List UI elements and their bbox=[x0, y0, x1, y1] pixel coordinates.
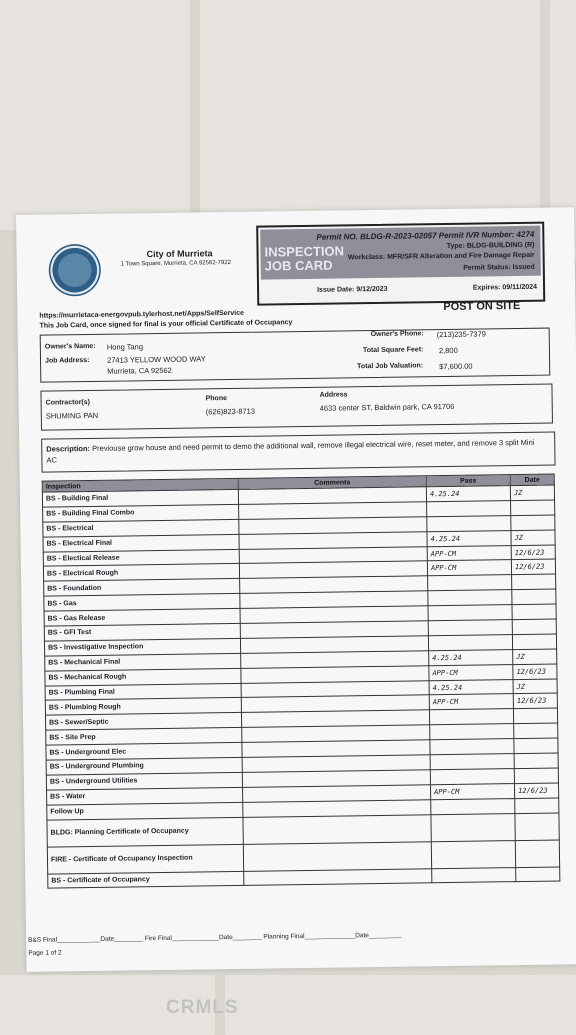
floor-tile bbox=[0, 0, 190, 230]
square-feet: 2,800 bbox=[438, 345, 458, 356]
inspection-name: BS - Underground Utilities bbox=[46, 772, 242, 790]
pass-cell bbox=[430, 724, 514, 740]
header-date: Date bbox=[510, 474, 554, 486]
pass-cell: 4.25.24 bbox=[429, 679, 513, 695]
inspection-table bbox=[42, 474, 561, 890]
date-cell bbox=[515, 798, 559, 814]
pass-cell bbox=[428, 575, 512, 591]
contractor-label: Contractor(s) bbox=[45, 398, 91, 407]
job-valuation: $7,600.00 bbox=[439, 361, 473, 372]
city-name: City of Murrieta bbox=[146, 248, 213, 260]
pass-cell bbox=[427, 515, 511, 531]
date-cell: JZ bbox=[510, 485, 554, 501]
description-box bbox=[41, 431, 555, 472]
pass-cell bbox=[428, 605, 512, 621]
date-cell bbox=[515, 840, 559, 868]
date-cell bbox=[514, 768, 558, 784]
date-cell bbox=[514, 753, 558, 769]
comments-cell bbox=[243, 814, 431, 844]
inspection-name: BS - Underground Plumbing bbox=[46, 757, 242, 775]
comments-cell bbox=[244, 868, 432, 886]
inspection-name: BS - GFI Test bbox=[44, 623, 240, 641]
date-cell bbox=[512, 604, 556, 620]
city-address: 1 Town Square, Murrieta, CA 92562-7922 bbox=[120, 260, 232, 268]
inspection-name: BS - Plumbing Final bbox=[45, 683, 241, 701]
pass-cell bbox=[430, 769, 514, 785]
inspection-name: BS - Certificate of Occupancy bbox=[48, 871, 244, 889]
pass-cell bbox=[429, 709, 513, 725]
pass-cell: APP-CM bbox=[427, 545, 511, 561]
crmls-watermark: CRMLS bbox=[166, 997, 239, 1018]
inspection-name: BS - Electical Release bbox=[43, 549, 239, 567]
inspection-name: BS - Gas bbox=[44, 594, 240, 612]
self-service-url: https://murrietaca-energovpub.tylerhost.net/Apps/SelfService bbox=[39, 309, 245, 320]
owner-name: Hong Tang bbox=[106, 342, 144, 352]
inspection-name: BS - Electrical bbox=[43, 519, 239, 537]
date-cell bbox=[515, 813, 559, 841]
date-cell: 12/6/23 bbox=[514, 783, 558, 799]
header-inspection: Inspection bbox=[42, 478, 238, 492]
date-cell bbox=[511, 500, 555, 516]
page-number: Page 1 of 2 bbox=[28, 949, 62, 957]
job-valuation-label: Total Job Valuation: bbox=[357, 362, 424, 371]
permit-workclass: Workclass: MFR/SFR Alteration and Fire Damage Repair bbox=[347, 251, 535, 262]
inspection-name: BS - Sewer/Septic bbox=[45, 713, 241, 731]
inspection-name: BLDG: Planning Certificate of Occupancy bbox=[47, 817, 243, 847]
pass-cell: APP-CM bbox=[429, 694, 513, 710]
inspection-name: BS - Site Prep bbox=[46, 728, 242, 746]
issue-date: Issue Date: 9/12/2023 bbox=[317, 285, 388, 294]
floor-tile bbox=[225, 975, 576, 1035]
owner-phone-label: Owner's Phone: bbox=[370, 330, 424, 339]
inspection-name: BS - Building Final bbox=[42, 489, 238, 507]
date-cell bbox=[514, 738, 558, 754]
description-label: Description: bbox=[46, 443, 91, 454]
date-cell bbox=[512, 589, 556, 605]
date-cell bbox=[516, 867, 560, 883]
date-cell: 12/6/23 bbox=[511, 545, 555, 561]
inspection-name: BS - Water bbox=[47, 787, 243, 805]
pass-cell bbox=[428, 635, 512, 651]
pass-cell bbox=[428, 590, 512, 606]
date-cell: 12/6/23 bbox=[513, 693, 557, 709]
inspection-job-card bbox=[16, 207, 576, 972]
certificate-note: This Job Card, once signed for final is your official Certificate of Occupancy bbox=[39, 319, 293, 330]
inspection-name: BS - Electrical Final bbox=[43, 534, 239, 552]
inspection-name: BS - Electrical Rough bbox=[43, 564, 239, 582]
contractor-address-label: Address bbox=[319, 391, 348, 399]
contractor-name: SHUMING PAN bbox=[45, 410, 99, 421]
pass-cell bbox=[428, 620, 512, 636]
inspection-name: FIRE - Certificate of Occupancy Inspection bbox=[47, 844, 243, 874]
date-cell: 12/6/23 bbox=[513, 664, 557, 680]
square-feet-label: Total Square Feet: bbox=[362, 346, 424, 355]
date-cell bbox=[514, 723, 558, 739]
inspection-name: BS - Mechanical Final bbox=[45, 653, 241, 671]
inspection-name: BS - Gas Release bbox=[44, 609, 240, 627]
permit-type: Type: BLDG-BUILDING (R) bbox=[446, 241, 535, 250]
pass-cell bbox=[431, 840, 515, 868]
inspection-name: BS - Underground Elec bbox=[46, 743, 242, 761]
date-cell bbox=[513, 708, 557, 724]
date-cell: JZ bbox=[513, 649, 557, 665]
description-text: Previouse grow house and need permit to demo the additional wall, remove illegal electrical wire, reset meter, and remove 3 split Mini AC bbox=[46, 437, 535, 465]
pass-cell: APP-CM bbox=[429, 664, 513, 680]
pass-cell bbox=[427, 501, 511, 517]
inspection-table-body bbox=[42, 485, 559, 889]
pass-cell: APP-CM bbox=[430, 783, 514, 799]
pass-cell bbox=[430, 754, 514, 770]
date-cell bbox=[511, 515, 555, 531]
contractor-phone-label: Phone bbox=[205, 395, 228, 403]
pass-cell bbox=[431, 813, 515, 841]
inspection-name: Follow Up bbox=[47, 802, 243, 820]
inspection-name: BS - Foundation bbox=[44, 579, 240, 597]
inspection-name: BS - Investigative Inspection bbox=[44, 638, 240, 656]
pass-cell: 4.25.24 bbox=[427, 530, 511, 546]
expiry-date: Expires: 09/11/2024 bbox=[472, 283, 538, 292]
header-comments: Comments bbox=[238, 476, 426, 490]
inspection-name: BS - Mechanical Rough bbox=[45, 668, 241, 686]
date-cell bbox=[512, 619, 556, 635]
date-cell bbox=[512, 634, 556, 650]
job-address-line1: 27413 YELLOW WOOD WAY bbox=[106, 354, 206, 365]
comments-cell bbox=[243, 841, 431, 871]
date-cell: 12/6/23 bbox=[511, 559, 555, 575]
owner-phone: (213)235-7379 bbox=[436, 329, 486, 340]
pass-cell: 4.25.24 bbox=[426, 486, 510, 502]
date-cell bbox=[512, 574, 556, 590]
date-cell: JZ bbox=[511, 530, 555, 546]
description bbox=[46, 437, 546, 466]
pass-cell bbox=[430, 739, 514, 755]
job-address-line2: Murrieta, CA 92562 bbox=[107, 365, 172, 376]
contractor-box bbox=[40, 384, 553, 431]
pass-cell bbox=[432, 867, 516, 883]
post-on-site-label: POST ON SITE bbox=[443, 299, 521, 314]
header-pass: Pass bbox=[426, 475, 510, 487]
date-cell: JZ bbox=[513, 679, 557, 695]
card-title: INSPECTION JOB CARD bbox=[264, 243, 345, 274]
contractor-phone: (626)823-8713 bbox=[205, 406, 256, 417]
contractor-address: 4633 center ST, Baldwin park, CA 91706 bbox=[319, 401, 455, 413]
permit-number: Permit NO. BLDG-R-2023-02057 Permit IVR Number: 4274 bbox=[316, 229, 535, 242]
inspection-name: BS - Building Final Combo bbox=[43, 504, 239, 522]
pass-cell: APP-CM bbox=[427, 560, 511, 576]
permit-status: Permit Status: Issued bbox=[463, 263, 535, 272]
permit-header bbox=[260, 226, 541, 280]
permit-box bbox=[256, 222, 545, 306]
owner-name-label: Owner's Name: bbox=[44, 342, 96, 351]
pass-cell: 4.25.24 bbox=[429, 649, 513, 665]
inspection-name: BS - Plumbing Rough bbox=[45, 698, 241, 716]
owner-info-box bbox=[40, 328, 551, 383]
pass-cell bbox=[431, 798, 515, 814]
city-seal-icon bbox=[48, 244, 101, 297]
signoff-line: B&S Final____________Date________ Fire Final_____________Date________ Planning Final______________Date_________ bbox=[28, 931, 402, 944]
job-address-label: Job Address: bbox=[44, 356, 90, 365]
floor-tile bbox=[200, 0, 540, 215]
